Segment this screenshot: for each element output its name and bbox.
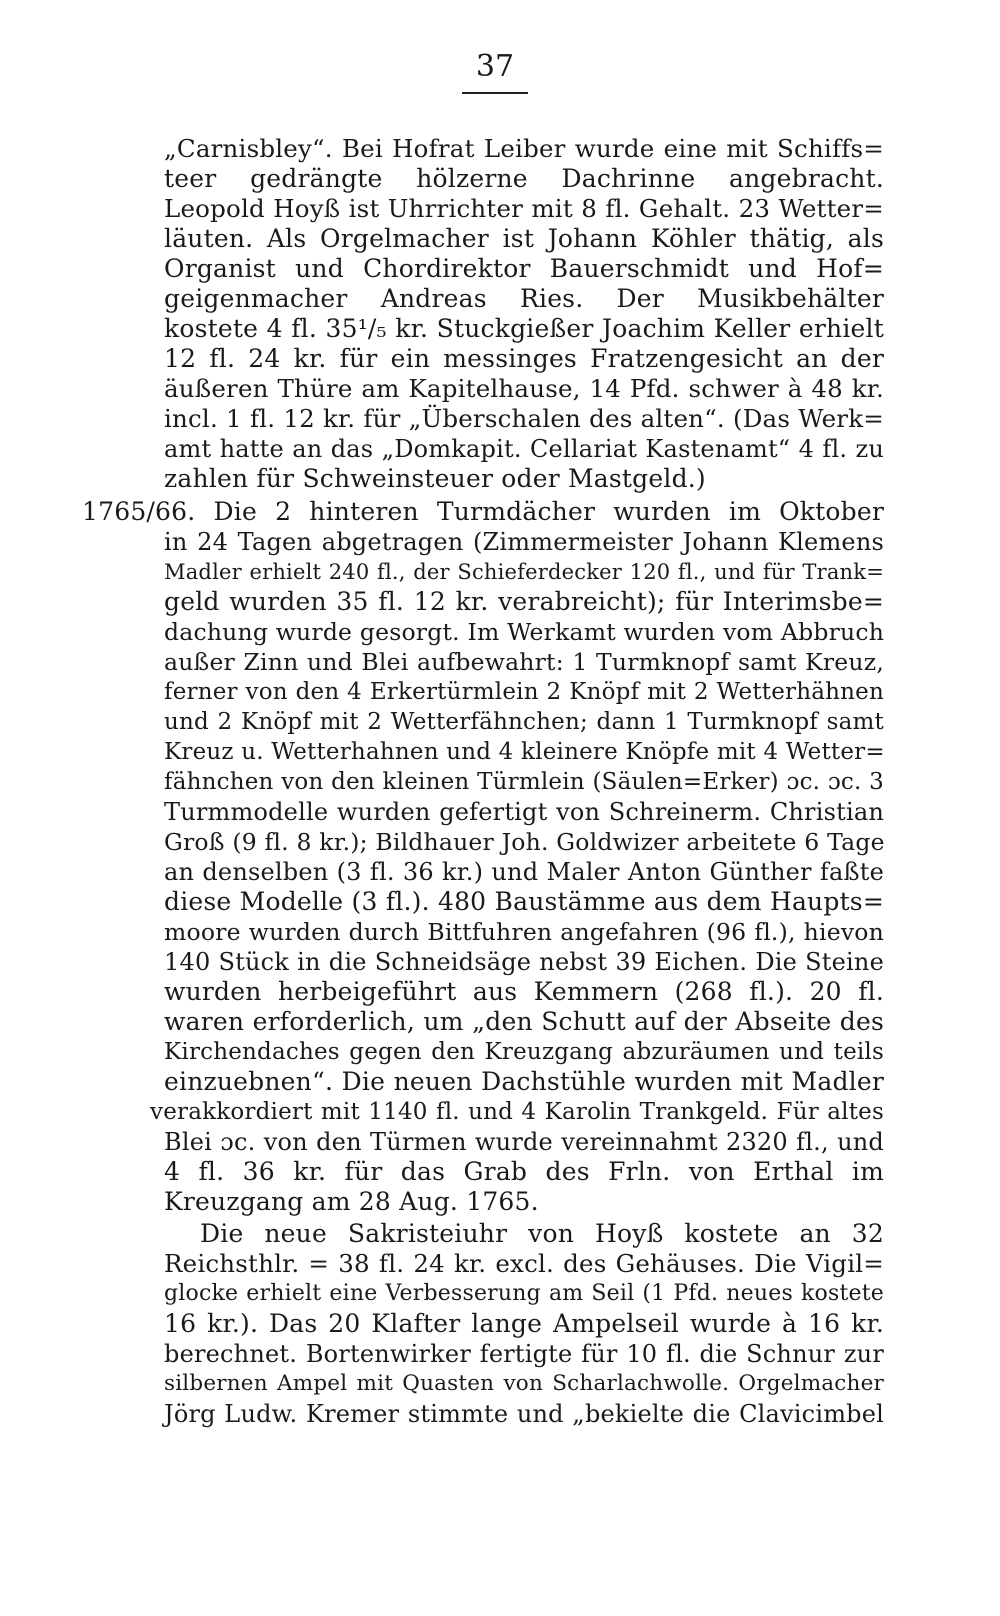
text-line: Kreuz u. Wetterhahnen und 4 kleinere Knöpfe mit 4 Wetter= <box>164 739 885 765</box>
text-line: verakkordiert mit 1140 fl. und 4 Karolin Trankgeld. Für altes <box>150 1099 884 1125</box>
text-line: diese Modelle (3 fl.). 480 Baustämme aus dem Haupts= <box>164 887 884 916</box>
text-line: kostete 4 fl. 35¹/₅ kr. Stuckgießer Joachim Keller erhielt <box>164 314 884 343</box>
text-line: dachung wurde gesorgt. Im Werkamt wurden vom Abbruch <box>164 618 885 646</box>
text-line: amt hatte an das „Domkapit. Cellariat Kastenamt“ 4 fl. zu <box>164 435 884 463</box>
text-line: geld wurden 35 fl. 12 kr. verabreicht); für Interimsbe= <box>164 587 884 616</box>
text-line-paragraph-start: Die neue Sakristeiuhr von Hoyß kostete an 32 <box>200 1219 884 1248</box>
text-line: an denselben (3 fl. 36 kr.) und Maler Anton Günther faßte <box>164 858 884 886</box>
text-line: glocke erhielt eine Verbesserung am Seil (1 Pfd. neues kostete <box>164 1281 884 1306</box>
text-line: Turmmodelle wurden gefertigt von Schreinerm. Christian <box>164 798 884 826</box>
page-number-rule <box>462 92 528 94</box>
text-line: fähnchen von den kleinen Türmlein (Säulen=Erker) ɔc. ɔc. 3 <box>164 769 884 795</box>
text-line: moore wurden durch Bittfuhren angefahren (96 fl.), hievon <box>164 918 884 946</box>
text-line: 16 kr.). Das 20 Klafter lange Ampelseil wurde à 16 kr. <box>164 1309 884 1338</box>
text-line: berechnet. Bortenwirker fertigte für 10 fl. die Schnur zur <box>164 1340 884 1368</box>
text-line: Organist und Chordirektor Bauerschmidt und Hof= <box>164 254 884 283</box>
text-line: 4 fl. 36 kr. für das Grab des Frln. von Erthal im <box>164 1157 884 1186</box>
text-line: läuten. Als Orgelmacher ist Johann Köhler thätig, als <box>164 224 884 253</box>
text-line: Kreuzgang am 28 Aug. 1765. <box>164 1187 539 1216</box>
text-line: Groß (9 fl. 8 kr.); Bildhauer Joh. Goldwizer arbeitete 6 Tage <box>164 828 885 856</box>
text-line: Leopold Hoyß ist Uhrrichter mit 8 fl. Gehalt. 23 Wetter= <box>164 194 884 223</box>
page-number: 37 <box>475 49 515 84</box>
text-line: teer gedrängte hölzerne Dachrinne angebracht. <box>164 164 884 193</box>
text-line: silbernen Ampel mit Quasten von Scharlachwolle. Orgelmacher <box>164 1371 884 1396</box>
text-line: „Carnisbley“. Bei Hofrat Leiber wurde eine mit Schiffs= <box>164 134 884 163</box>
text-line: Reichsthlr. = 38 fl. 24 kr. excl. des Gehäuses. Die Vigil= <box>164 1249 884 1278</box>
text-line: Jörg Ludw. Kremer stimmte und „bekielte die Clavicimbel <box>164 1400 884 1428</box>
text-line-year-entry: 1765/66. Die 2 hinteren Turmdächer wurden im Oktober <box>82 497 884 526</box>
text-line: waren erforderlich, um „den Schutt auf der Abseite des <box>164 1007 884 1036</box>
text-line: wurden herbeigeführt aus Kemmern (268 fl.). 20 fl. <box>164 977 884 1006</box>
text-line: äußeren Thüre am Kapitelhause, 14 Pfd. schwer à 48 kr. <box>164 374 884 403</box>
text-line: 12 fl. 24 kr. für ein messinges Fratzengesicht an der <box>164 344 884 373</box>
text-line: zahlen für Schweinsteuer oder Mastgeld.) <box>164 464 706 493</box>
text-line: Madler erhielt 240 fl., der Schieferdecker 120 fl., und für Trank= <box>164 560 884 584</box>
text-line: ferner von den 4 Erkertürmlein 2 Knöpf mit 2 Wetterhähnen <box>164 679 884 705</box>
text-line: geigenmacher Andreas Ries. Der Musikbehälter <box>164 284 884 313</box>
text-line: Kirchendaches gegen den Kreuzgang abzuräumen und teils <box>164 1039 884 1065</box>
text-line: Blei ɔc. von den Türmen wurde vereinnahmt 2320 fl., und <box>164 1128 884 1156</box>
text-line: 140 Stück in die Schneidsäge nebst 39 Eichen. Die Steine <box>164 948 884 976</box>
text-line: außer Zinn und Blei aufbewahrt: 1 Turmknopf samt Kreuz, <box>164 648 884 676</box>
text-line: und 2 Knöpf mit 2 Wetterfähnchen; dann 1 Turmknopf samt <box>164 709 884 735</box>
text-line: in 24 Tagen abgetragen (Zimmermeister Johann Klemens <box>164 528 884 556</box>
text-line: einzuebnen“. Die neuen Dachstühle wurden mit Madler <box>164 1067 884 1096</box>
text-line: incl. 1 fl. 12 kr. für „Überschalen des alten“. (Das Werk= <box>164 404 884 433</box>
